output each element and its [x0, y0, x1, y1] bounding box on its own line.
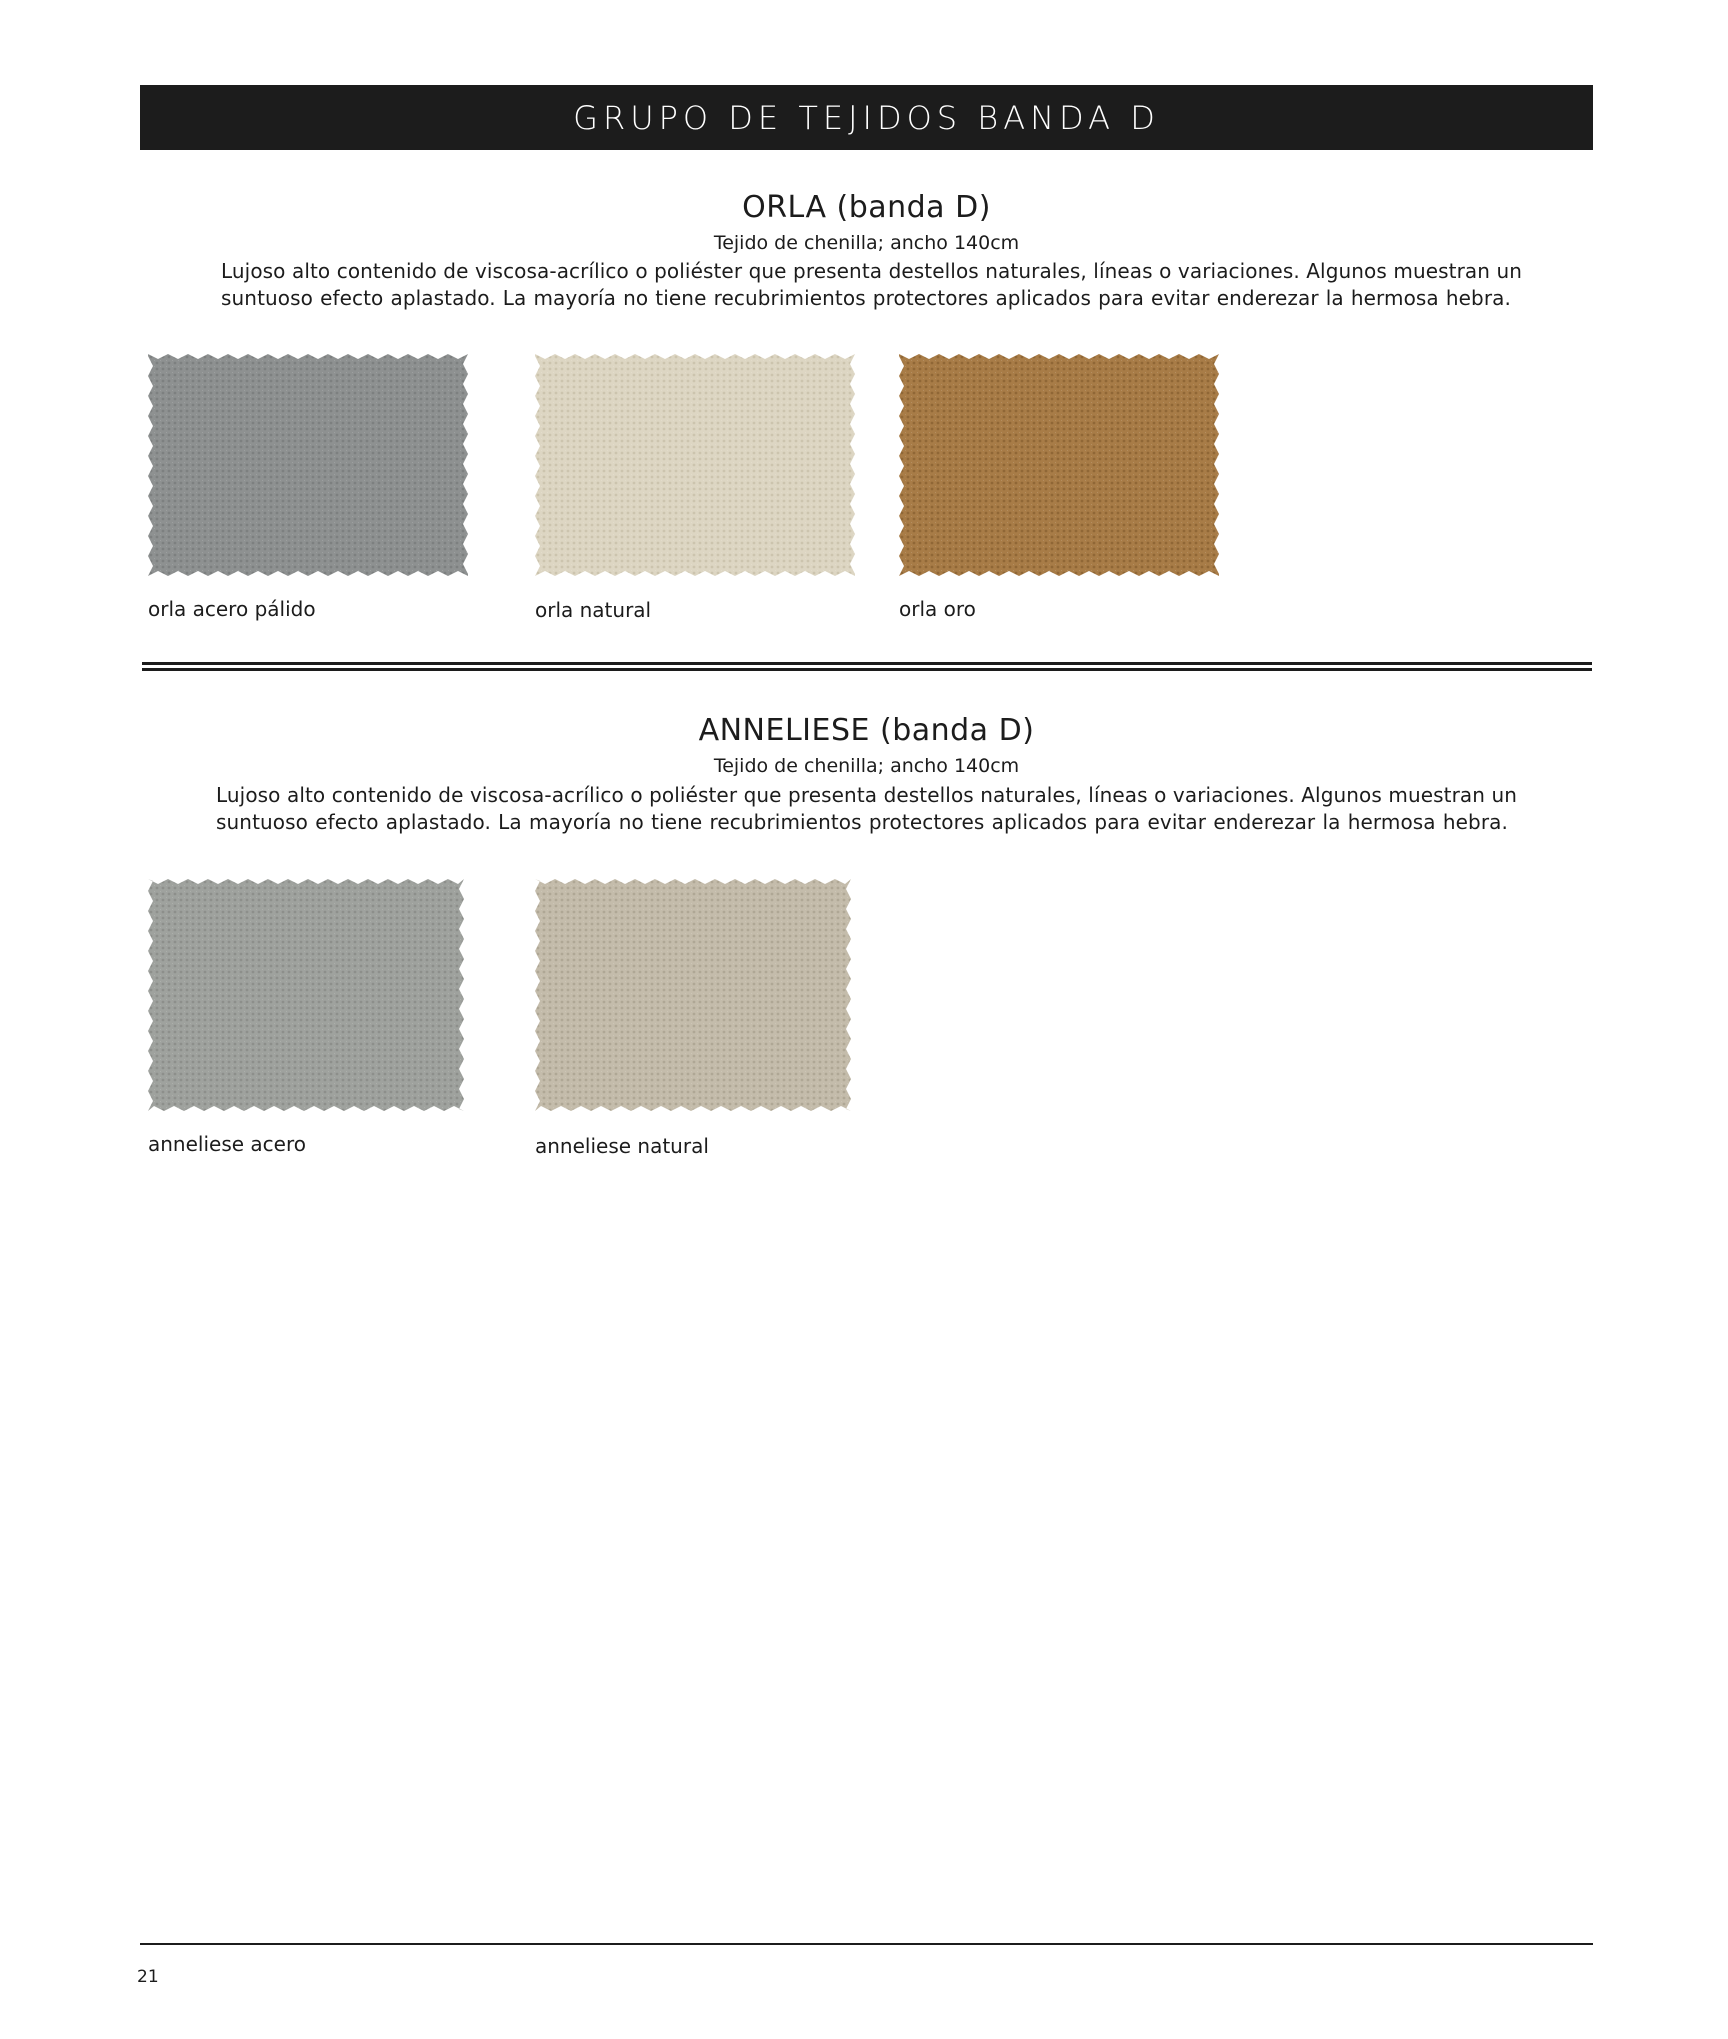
fabric-subtitle-orla: Tejido de chenilla; ancho 140cm	[713, 232, 1020, 254]
fabric-title-orla: ORLA (banda D)	[742, 190, 991, 225]
swatch-label: anneliese natural	[535, 1134, 709, 1158]
swatch-label: anneliese acero	[148, 1132, 306, 1156]
section-banner	[140, 85, 1593, 150]
swatch-label: orla acero pálido	[148, 597, 316, 621]
fabric-swatch-image	[899, 354, 1219, 576]
swatch-orla-acero-palido[interactable]	[148, 354, 468, 576]
page-number: 21	[137, 1967, 159, 1987]
fabric-description-anneliese	[216, 782, 1518, 836]
description-line: Lujoso alto contenido de viscosa-acrílico o poliéster que presenta destellos naturales, líneas o variaciones. Algunos muestran un	[216, 783, 1518, 807]
description-line: suntuoso efecto aplastado. La mayoría no tiene recubrimientos protectores aplicados para evitar enderezar la hermosa hebra.	[216, 810, 1508, 834]
fabric-texture	[899, 354, 1219, 576]
divider-line	[142, 662, 1592, 665]
fabric-texture	[535, 879, 851, 1111]
fabric-swatch-image	[148, 879, 464, 1111]
fabric-texture	[148, 354, 468, 576]
fabric-texture	[535, 354, 855, 576]
fabric-texture	[148, 879, 464, 1111]
fabric-subtitle-anneliese: Tejido de chenilla; ancho 140cm	[713, 755, 1020, 777]
fabric-description-orla	[221, 258, 1523, 312]
swatch-orla-natural[interactable]	[535, 354, 855, 576]
divider-line	[142, 668, 1592, 671]
description-line: suntuoso efecto aplastado. La mayoría no tiene recubrimientos protectores aplicados para evitar enderezar la hermosa hebra.	[221, 286, 1511, 310]
swatch-orla-oro[interactable]	[899, 354, 1219, 576]
fabric-swatch-image	[535, 354, 855, 576]
swatch-anneliese-natural[interactable]	[535, 879, 851, 1111]
swatch-label: orla natural	[535, 598, 652, 622]
swatch-anneliese-acero[interactable]	[148, 879, 464, 1111]
fabric-title-anneliese: ANNELIESE (banda D)	[698, 713, 1035, 748]
swatch-label: orla oro	[899, 597, 976, 621]
fabric-swatch-image	[535, 879, 851, 1111]
banner-title: GRUPO DE TEJIDOS BANDA D	[573, 98, 1160, 137]
fabric-swatch-image	[148, 354, 468, 576]
description-line: Lujoso alto contenido de viscosa-acrílico o poliéster que presenta destellos naturales, líneas o variaciones. Algunos muestran un	[221, 259, 1523, 283]
footer-rule	[140, 1943, 1593, 1945]
